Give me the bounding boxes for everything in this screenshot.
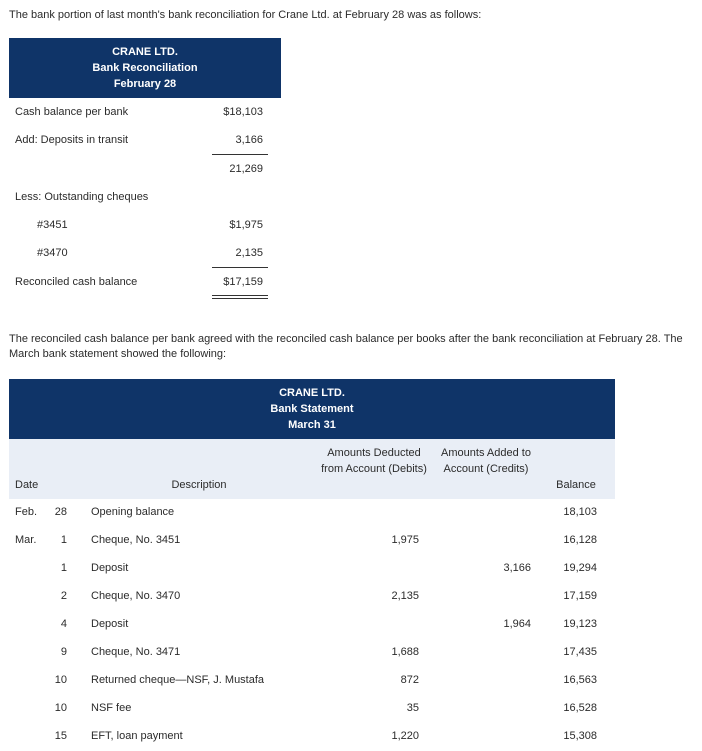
row-balance: 17,159 [563, 590, 597, 602]
statement-column-headers [9, 439, 615, 499]
row-description: Deposit [91, 618, 129, 630]
rec-label-deposits-in-transit: Add: Deposits in transit [15, 134, 129, 146]
column-header-debits: Amounts Deducted from Account (Debits) [321, 447, 427, 475]
rec-amount-subtotal: 21,269 [229, 163, 263, 175]
table-row [9, 667, 615, 695]
row-debit: 1,975 [391, 534, 419, 546]
row-debit: 1,688 [391, 646, 419, 658]
row-day: 2 [60, 590, 67, 602]
reconciliation-company: CRANE LTD. [112, 46, 178, 58]
rec-amount-cheque-3451: $1,975 [229, 219, 263, 231]
table-row [9, 611, 615, 639]
rec-label-cheque-3451: #3451 [37, 219, 68, 231]
statement-date: March 31 [288, 419, 336, 431]
row-balance: 18,103 [563, 506, 597, 518]
row-description: Opening balance [91, 506, 175, 518]
column-header-description: Description [171, 479, 227, 491]
row-description: Cheque, No. 3471 [91, 646, 181, 658]
table-row [9, 555, 615, 583]
row-day: 1 [60, 534, 67, 546]
row-description: Returned cheque—NSF, J. Mustafa [91, 674, 265, 686]
row-balance: 16,563 [563, 674, 597, 686]
row-balance: 17,435 [563, 646, 597, 658]
row-day: 9 [60, 646, 67, 658]
row-balance: 15,308 [563, 730, 597, 742]
column-header-credits: Amounts Added to Account (Credits) [441, 447, 531, 475]
row-description: Cheque, No. 3451 [91, 534, 181, 546]
row-balance: 16,528 [563, 702, 597, 714]
rec-label-outstanding-cheques: Less: Outstanding cheques [15, 191, 149, 203]
middle-text: The reconciled cash balance per bank agreed with the reconciled cash balance per books after the bank reconciliation at February 28. The March bank statement showed the following: [9, 333, 683, 360]
row-debit: 1,220 [391, 730, 419, 742]
row-description: Cheque, No. 3470 [91, 590, 181, 602]
row-day: 10 [54, 674, 67, 686]
row-credit: 3,166 [503, 562, 531, 574]
reconciliation-header [9, 38, 281, 98]
rec-double-underline [212, 295, 268, 296]
rec-amount-reconciled-balance: $17,159 [223, 276, 263, 288]
table-row [9, 583, 615, 611]
row-description: Deposit [91, 562, 129, 574]
row-debit: 2,135 [391, 590, 419, 602]
row-debit: 872 [400, 674, 419, 686]
rec-label-cheque-3470: #3470 [37, 247, 68, 259]
rec-underline [212, 267, 268, 268]
reconciliation-date: February 28 [113, 78, 177, 90]
row-month: Mar. [15, 534, 37, 546]
rec-amount-cash-per-bank: $18,103 [223, 106, 263, 118]
row-month: Feb. [15, 506, 38, 518]
statement-header [9, 379, 615, 439]
row-day: 1 [60, 562, 67, 574]
row-debit: 35 [406, 702, 419, 714]
statement-title: Bank Statement [270, 403, 354, 415]
row-day: 4 [60, 618, 67, 630]
row-description: EFT, loan payment [91, 730, 183, 742]
row-balance: 19,123 [563, 618, 597, 630]
intro-text: The bank portion of last month's bank reconciliation for Crane Ltd. at February 28 was as follows: [9, 9, 482, 21]
row-balance: 19,294 [563, 562, 597, 574]
table-row [9, 527, 615, 555]
rec-label-cash-per-bank: Cash balance per bank [15, 106, 129, 118]
rec-amount-deposits-in-transit: 3,166 [235, 134, 263, 146]
table-row [9, 695, 615, 723]
table-row [9, 499, 615, 527]
column-header-date: Date [15, 479, 39, 491]
table-row [9, 639, 615, 667]
row-day: 15 [54, 730, 67, 742]
rec-underline [212, 154, 268, 155]
statement-company: CRANE LTD. [279, 387, 345, 399]
row-balance: 16,128 [563, 534, 597, 546]
rec-double-underline [212, 298, 268, 299]
rec-amount-cheque-3470: 2,135 [235, 247, 263, 259]
row-description: NSF fee [91, 702, 132, 714]
column-header-balance: Balance [556, 479, 596, 491]
rec-label-reconciled-balance: Reconciled cash balance [15, 276, 138, 288]
row-day: 10 [54, 702, 67, 714]
row-day: 28 [54, 506, 67, 518]
reconciliation-title: Bank Reconciliation [92, 62, 198, 74]
row-credit: 1,964 [503, 618, 531, 630]
